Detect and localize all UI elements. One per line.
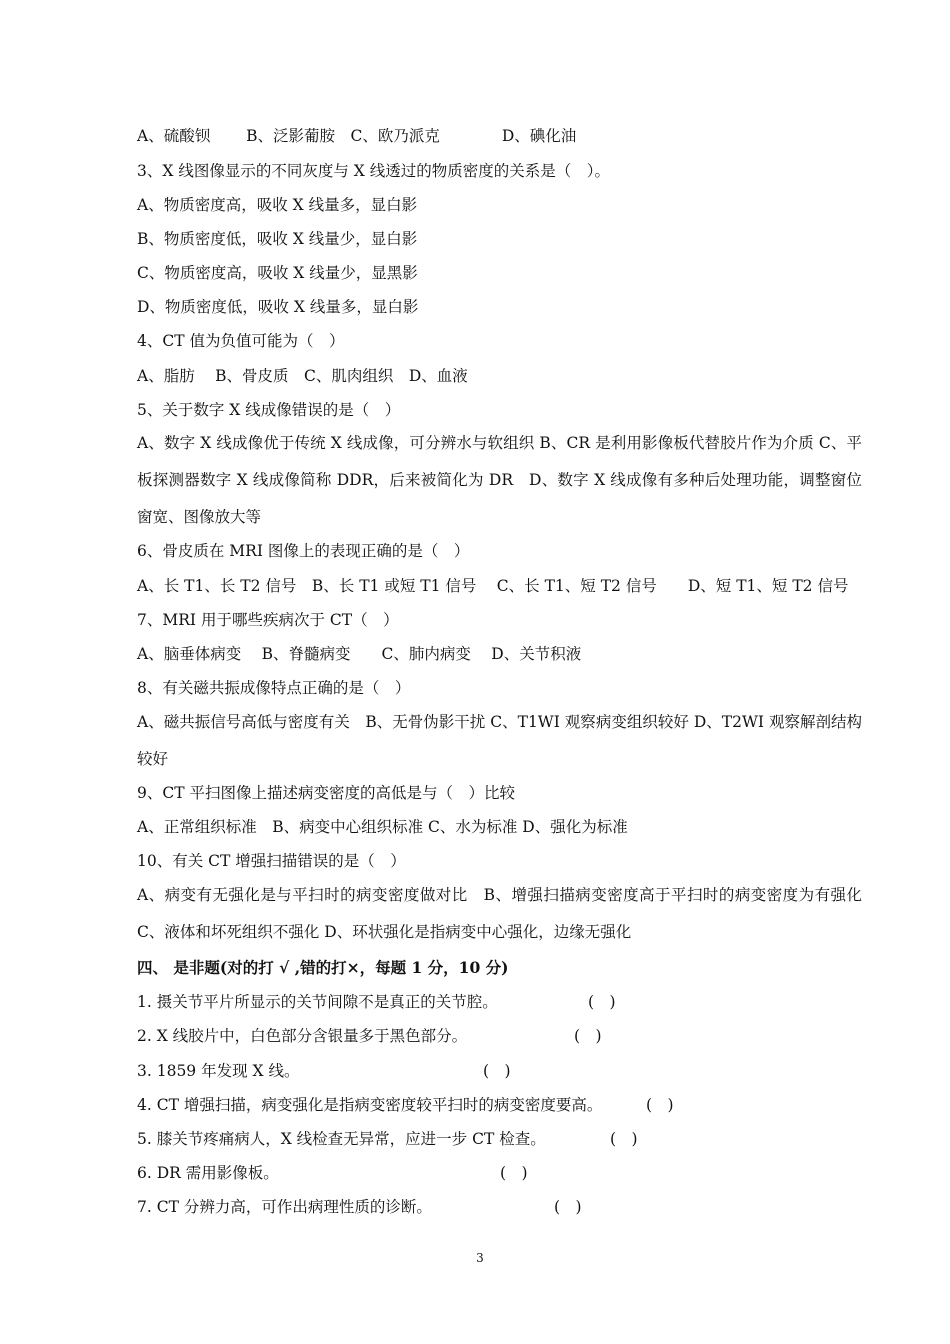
tf-answer-blank-5[interactable]: ( ) <box>610 1130 638 1148</box>
tf-item-1: 1. 摄关节平片所显示的关节间隙不是真正的关节腔。 <box>137 993 498 1011</box>
q3-option-a: A、物质密度高，吸收 X 线量多，显白影 <box>137 196 418 214</box>
tf-answer-blank-2[interactable]: ( ) <box>574 1027 602 1045</box>
tf-item-4: 4. CT 增强扫描，病变强化是指病变密度较平扫时的病变密度要高。 <box>137 1096 603 1114</box>
q10-stem: 10、有关 CT 增强扫描错误的是（ ） <box>137 852 406 870</box>
q10-options: A、病变有无强化是与平扫时的病变密度做对比 B、增强扫描病变密度高于平扫时的病变密度为有强化 C、液体和坏死组织不强化 D、环状强化是指病变中心强化，边缘无强化 <box>137 886 862 941</box>
q3-option-d: D、物质密度低，吸收 X 线量多，显白影 <box>137 298 419 316</box>
q9-options: A、正常组织标准 B、病变中心组织标准 C、水为标准 D、强化为标准 <box>137 818 628 836</box>
q3-stem: 3、X 线图像显示的不同灰度与 X 线透过的物质密度的关系是（ ）。 <box>137 162 610 180</box>
q3-option-c: C、物质密度高，吸收 X 线量少，显黑影 <box>137 264 418 282</box>
q7-stem: 7、MRI 用于哪些疾病次于 CT（ ） <box>137 611 399 629</box>
q3-option-b: B、物质密度低，吸收 X 线量少，显白影 <box>137 230 418 248</box>
tf-item-3: 3. 1859 年发现 X 线。 <box>137 1062 300 1080</box>
q5-stem: 5、关于数字 X 线成像错误的是（ ） <box>137 401 401 419</box>
tf-answer-blank-4[interactable]: ( ) <box>646 1096 674 1114</box>
q2-options: A、硫酸钡 B、泛影葡胺 C、欧乃派克 D、碘化油 <box>137 127 577 145</box>
q6-stem: 6、骨皮质在 MRI 图像上的表现正确的是（ ） <box>137 542 470 560</box>
section-4-title: 四、 是非题(对的打 √ ,错的打×，每题 1 分，10 分) <box>137 958 509 977</box>
q4-stem: 4、CT 值为负值可能为（ ） <box>137 332 345 350</box>
q8-stem: 8、有关磁共振成像特点正确的是（ ） <box>137 679 411 697</box>
page-number: 3 <box>476 1251 484 1265</box>
q7-options: A、脑垂体病变 B、脊髓病变 C、肺内病变 D、关节积液 <box>137 645 582 663</box>
tf-answer-blank-6[interactable]: ( ) <box>500 1164 528 1182</box>
tf-answer-blank-7[interactable]: ( ) <box>554 1198 582 1216</box>
tf-item-2: 2. X 线胶片中，白色部分含银量多于黑色部分。 <box>137 1027 468 1045</box>
tf-answer-blank-3[interactable]: ( ) <box>483 1062 511 1080</box>
q6-options: A、长 T1、长 T2 信号 B、长 T1 或短 T1 信号 C、长 T1、短 T2 信号 D、短 T1、短 T2 信号 <box>137 577 849 595</box>
tf-item-5: 5. 膝关节疼痛病人，X 线检查无异常，应进一步 CT 检查。 <box>137 1130 546 1148</box>
q8-options: A、磁共振信号高低与密度有关 B、无骨伪影干扰 C、T1WI 观察病变组织较好 D、T2WI 观察解剖结构较好 <box>137 713 862 768</box>
tf-answer-blank-1[interactable]: ( ) <box>588 993 616 1011</box>
q4-options: A、脂肪 B、骨皮质 C、肌肉组织 D、血液 <box>137 367 468 385</box>
tf-item-7: 7. CT 分辨力高，可作出病理性质的诊断。 <box>137 1198 432 1216</box>
tf-item-6: 6. DR 需用影像板。 <box>137 1164 279 1182</box>
q9-stem: 9、CT 平扫图像上描述病变密度的高低是与（ ）比较 <box>137 784 515 802</box>
q5-options: A、数字 X 线成像优于传统 X 线成像，可分辨水与软组织 B、CR 是利用影像板代替胶片作为介质 C、平板探测器数字 X 线成像简称 DDR，后来被简化为 DR D、数字 X 线成像有多种后处理功能，调整窗位窗宽、图像放大等 <box>137 434 862 526</box>
